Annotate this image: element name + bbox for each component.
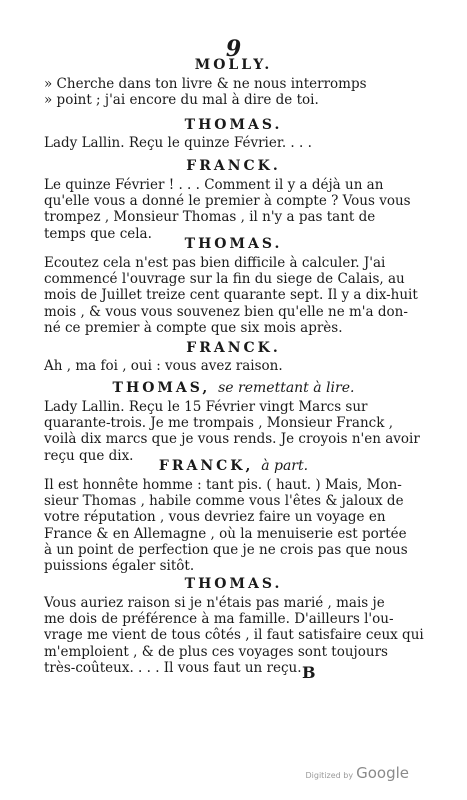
speaker-name: THOMAS. — [184, 236, 283, 252]
text-line: qu'elle vous a donné le premier à compte ? Vous vous — [44, 193, 411, 210]
speaker-heading — [0, 117, 467, 133]
speaker-heading — [0, 576, 467, 592]
text-line: quarante-trois. Je me trompais , Monsieur Franck , — [44, 415, 393, 432]
speaker-heading — [0, 57, 467, 73]
text-line: Ah , ma foi , oui : vous avez raison. — [44, 358, 283, 374]
speaker-name: THOMAS. — [184, 117, 283, 133]
speech-paragraph — [44, 76, 438, 108]
text-line: Lady Lallin. Reçu le 15 Février vingt Marcs sur — [44, 399, 368, 415]
page-number: 9 — [225, 36, 242, 62]
text-line: temps que cela. — [44, 225, 152, 242]
text-line: votre réputation , vous devriez faire un voyage en — [44, 509, 386, 526]
google-logo-text: Google — [356, 764, 409, 782]
text-line: vrage me vient de tous côtés , il faut satisfaire ceux qui — [44, 627, 424, 644]
text-line: » Cherche dans ton livre & ne nous interromps — [44, 76, 367, 92]
stage-direction: se remettant à lire. — [218, 380, 355, 396]
speaker-heading — [0, 236, 467, 252]
text-line: mois de Juillet treize cent quarante sept. Il y a dix-huit — [44, 287, 418, 304]
text-line: Lady Lallin. Reçu le quinze Février. . . . — [44, 135, 312, 151]
text-line: France & en Allemagne , où la menuiserie est portée — [44, 525, 407, 542]
text-line: puissions égaler sitôt. — [44, 558, 195, 575]
speaker-heading — [0, 458, 467, 474]
speaker-name: FRANCK. — [186, 158, 281, 174]
speech-paragraph — [44, 177, 438, 242]
digitized-watermark — [305, 764, 409, 782]
text-line: » point ; j'ai encore du mal à dire de toi. — [44, 92, 319, 109]
stage-direction: à part. — [261, 458, 309, 474]
speech-paragraph — [44, 135, 438, 151]
text-line: Vous auriez raison si je n'étais pas marié , mais je — [44, 595, 385, 611]
speaker-name: FRANCK, — [158, 458, 254, 474]
text-line: Le quinze Février ! . . . Comment il y a déjà un an — [44, 177, 384, 193]
speaker-name: FRANCK. — [186, 340, 281, 356]
speech-paragraph — [44, 255, 438, 336]
text-line: très-coûteux. . . . Il vous faut un reçu. — [44, 659, 302, 676]
text-line: commencé l'ouvrage sur la fin du siege de Calais, au — [44, 271, 405, 288]
text-line: Ecoutez cela n'est pas bien difficile à calculer. J'ai — [44, 255, 386, 271]
text-line: me dois de préférence à ma famille. D'ailleurs l'ou- — [44, 611, 394, 628]
digitized-prefix: Digitized by — [305, 771, 354, 780]
speaker-heading — [0, 340, 467, 356]
speech-paragraph — [44, 358, 438, 374]
speech-paragraph — [44, 595, 438, 676]
speaker-heading — [0, 158, 467, 174]
catchword: B — [302, 663, 316, 682]
speech-paragraph — [44, 477, 438, 574]
speaker-heading — [0, 380, 467, 396]
speaker-name: THOMAS. — [184, 576, 283, 592]
text-line: voilà dix marcs que je vous rends. Je croyois n'en avoir — [44, 431, 420, 448]
text-line: né ce premier à compte que six mois après. — [44, 319, 343, 336]
text-line: m'emploient , & de plus ces voyages sont toujours — [44, 643, 388, 660]
text-line: mois , & vous vous souvenez bien qu'elle ne m'a don- — [44, 303, 408, 320]
text-line: trompez , Monsieur Thomas , il n'y a pas tant de — [44, 209, 376, 226]
text-line: sieur Thomas , habile comme vous l'êtes & jaloux de — [44, 493, 404, 510]
text-line: à un point de perfection que je ne crois pas que nous — [44, 541, 408, 558]
speaker-name: MOLLY. — [194, 57, 273, 73]
speech-paragraph — [44, 399, 438, 464]
speaker-name: THOMAS, — [112, 380, 211, 396]
text-line: Il est honnête homme : tant pis. ( haut. ) Mais, Mon- — [44, 477, 402, 493]
text-line: reçu que dix. — [44, 447, 134, 464]
